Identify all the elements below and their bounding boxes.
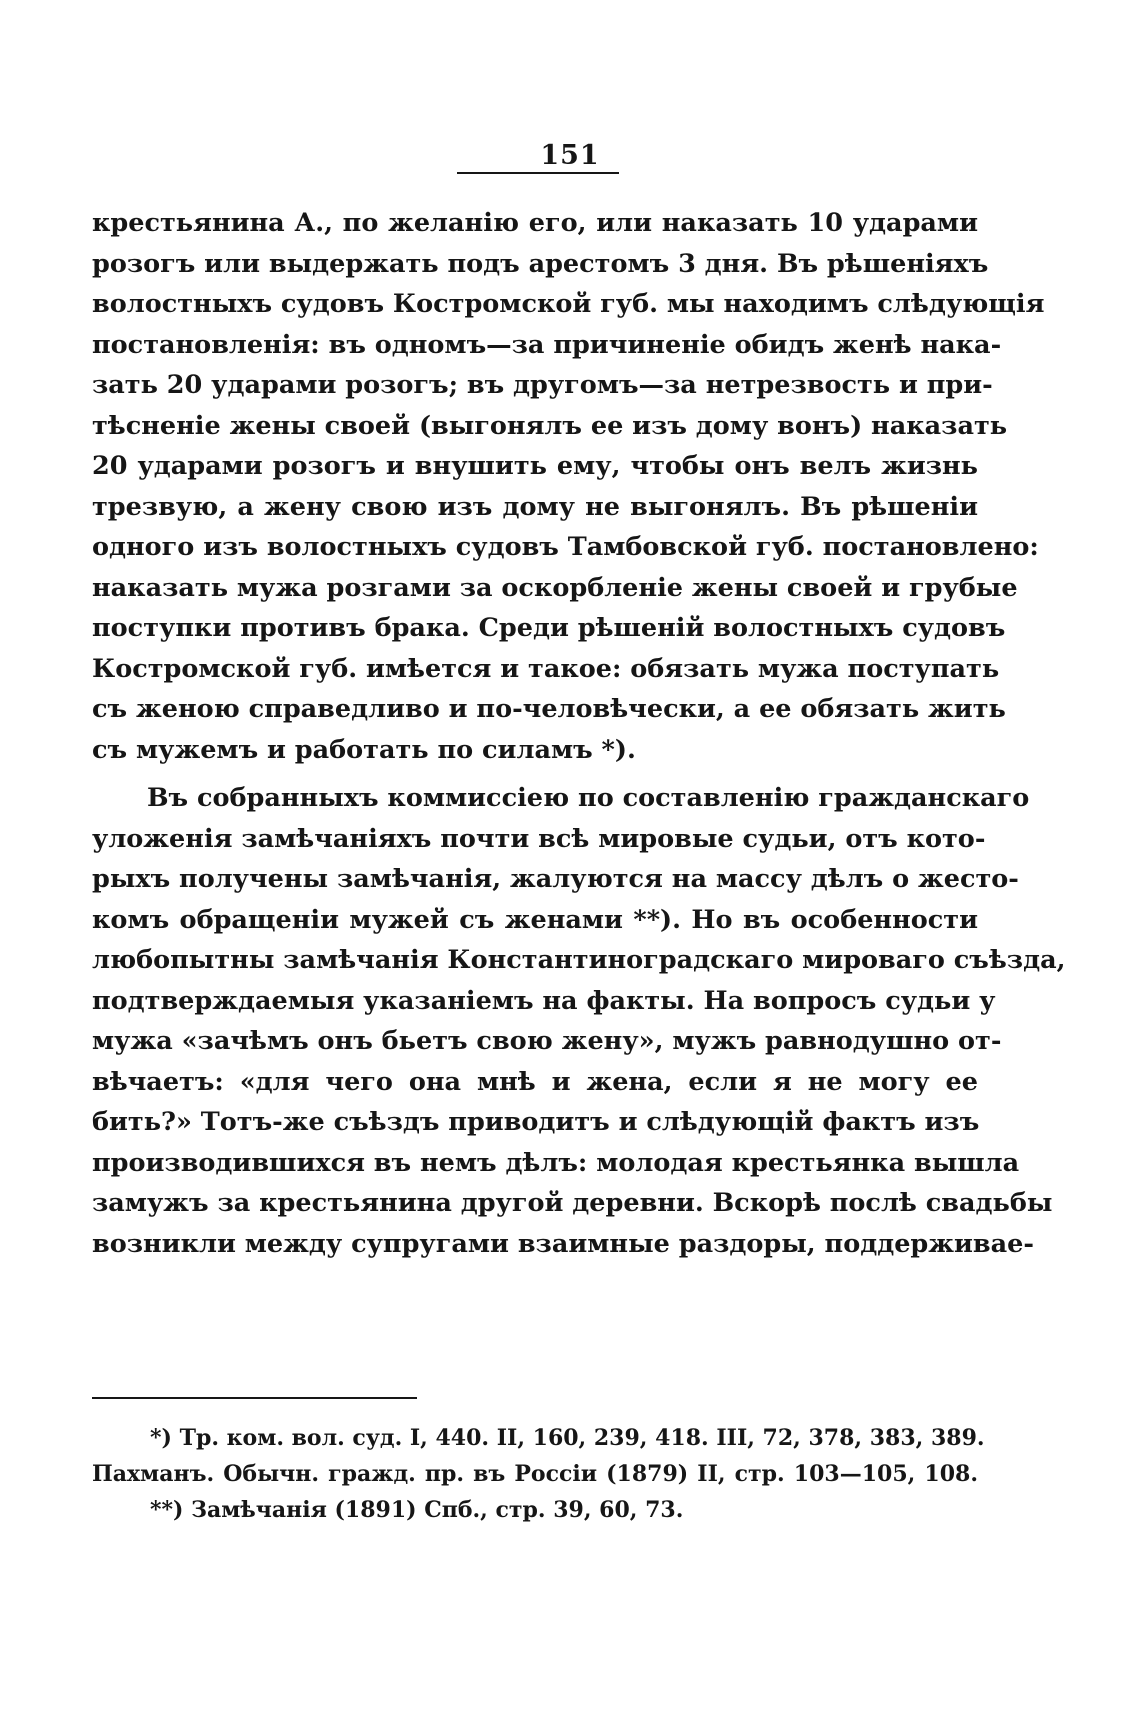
footnote-line: Пахманъ. Обычн. гражд. пр. въ Россіи (1879) II, стр. 103—105, 108.: [92, 1461, 978, 1487]
text-line: съ мужемъ и работать по силамъ *).: [92, 734, 636, 765]
paragraph-2: [92, 778, 1066, 1264]
text-line: уложенія замѣчаніяхъ почти всѣ мировые судьи, отъ кото-: [92, 823, 986, 854]
text-line: волостныхъ судовъ Костромской губ. мы находимъ слѣдующія: [92, 289, 1045, 319]
text-line: Въ собранныхъ коммиссіею по составленію гражданскаго: [147, 783, 1030, 813]
text-line: производившихся въ немъ дѣлъ: молодая крестьянка вышла: [92, 1147, 1020, 1178]
text-line: наказать мужа розгами за оскорбленіе жены своей и грубые: [92, 572, 1018, 603]
text-line: вѣчаетъ: «для чего она мнѣ и жена, если я не могу ее: [92, 1066, 978, 1097]
text-line: возникли между супругами взаимные раздоры, поддерживае-: [92, 1228, 1034, 1259]
paragraph-1: [92, 203, 1045, 770]
text-line: трезвую, а жену свою изъ дому не выгонялъ. Въ рѣшеніи: [92, 491, 978, 522]
text-line: тѣсненіе жены своей (выгонялъ ее изъ дому вонъ) наказать: [92, 410, 1008, 441]
footnote-line: *) Тр. ком. вол. суд. I, 440. II, 160, 239, 418. III, 72, 378, 383, 389.: [150, 1425, 985, 1451]
text-line: мужа «зачѣмъ онъ бьетъ свою жену», мужъ равнодушно от-: [92, 1026, 1002, 1056]
text-line: съ женою справедливо и по-человѣчески, а ее обязать жить: [92, 694, 1006, 724]
footnotes: [92, 1420, 985, 1528]
paragraph-gap: [92, 770, 978, 778]
text-line: одного изъ волостныхъ судовъ Тамбовской губ. постановлено:: [92, 532, 1039, 562]
text-line: любопытны замѣчанія Константиноградскаго мироваго съѣзда,: [92, 945, 1066, 975]
text-line: рыхъ получены замѣчанія, жалуются на массу дѣлъ о жесто-: [92, 864, 1019, 894]
text-line: замужъ за крестьянина другой деревни. Вскорѣ послѣ свадьбы: [92, 1188, 1053, 1218]
footnote-line: **) Замѣчанія (1891) Спб., стр. 39, 60, 73.: [150, 1497, 684, 1523]
footnote-rule: [92, 1397, 417, 1399]
text-line: комъ обращеніи мужей съ женами **). Но въ особенности: [92, 904, 978, 935]
text-line: бить?» Тотъ-же съѣздъ приводитъ и слѣдующій фактъ изъ: [92, 1107, 980, 1137]
text-line: зать 20 ударами розогъ; въ другомъ—за нетрезвость и при-: [92, 370, 993, 400]
page-number: 151: [540, 140, 600, 171]
text-line: розогъ или выдержать подъ арестомъ 3 дня. Въ рѣшеніяхъ: [92, 248, 989, 279]
text-line: подтверждаемыя указаніемъ на факты. На вопросъ судьи у: [92, 985, 996, 1016]
main-text: [92, 203, 1066, 1264]
text-line: Костромской губ. имѣется и такое: обязать мужа поступать: [92, 653, 1000, 684]
text-line: постановленія: въ одномъ—за причиненіе обидъ женѣ нака-: [92, 329, 1002, 360]
text-line: 20 ударами розогъ и внушить ему, чтобы онъ велъ жизнь: [92, 451, 978, 481]
text-line: крестьянина А., по желанію его, или наказать 10 ударами: [92, 208, 978, 238]
page-number-rule: [457, 172, 619, 174]
text-line: поступки противъ брака. Среди рѣшеній волостныхъ судовъ: [92, 613, 1006, 643]
